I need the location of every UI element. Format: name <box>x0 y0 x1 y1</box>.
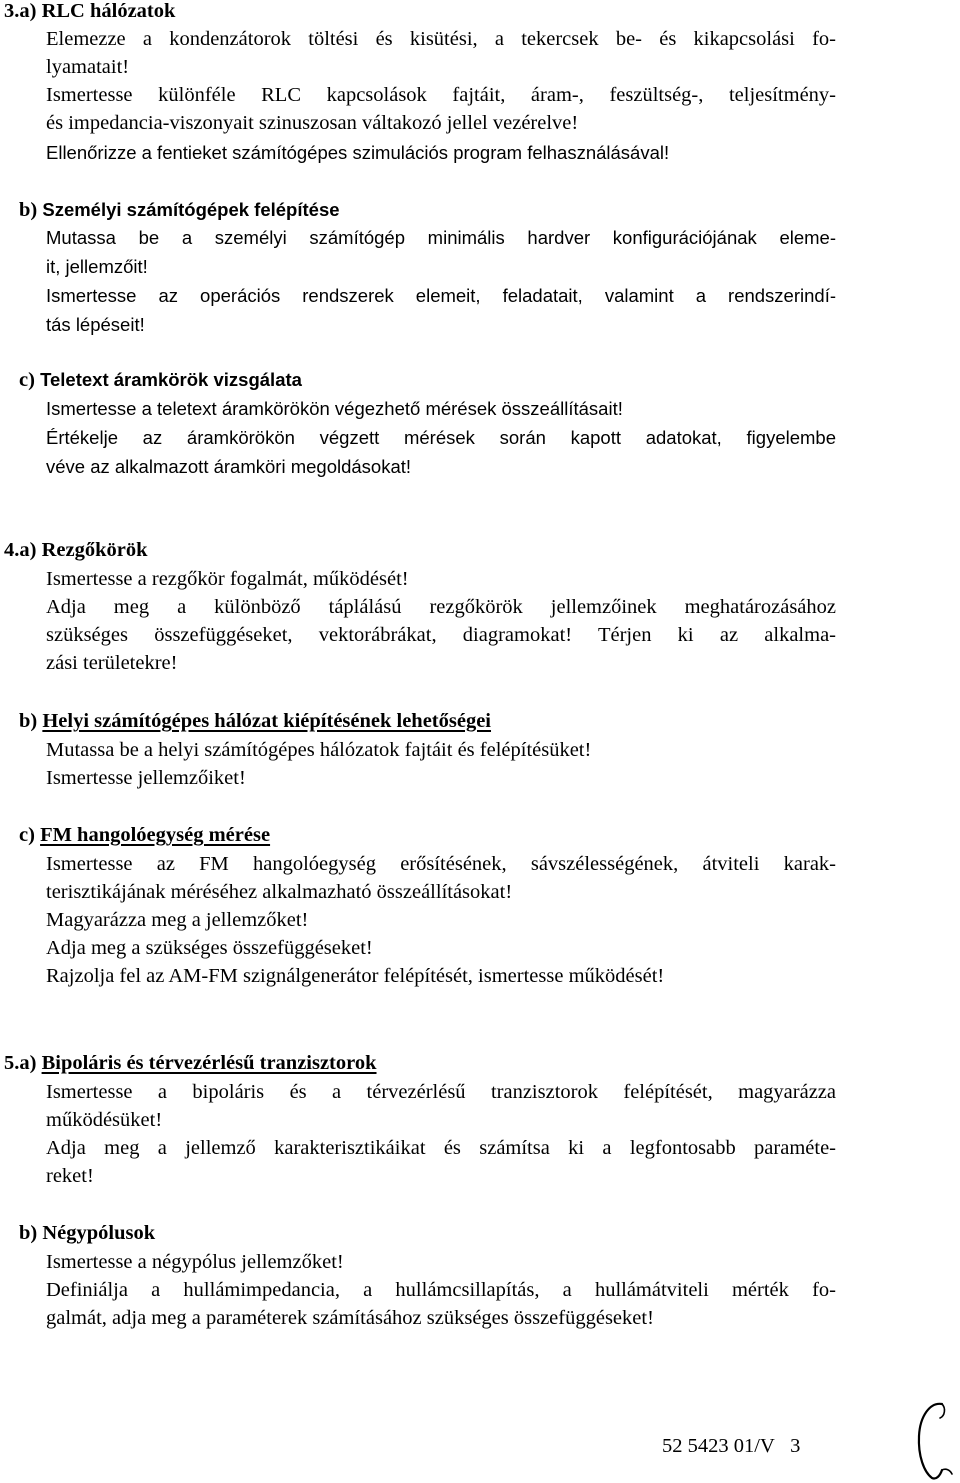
section-3c-line-1: Ismertesse a teletext áramkörökön végezhető mérések összeállításait! <box>46 398 623 419</box>
section-4a-line-2: Adja meg a különböző táplálású rezgőkörök jellemzőinek meghatározásához <box>46 596 836 618</box>
section-3b-line-4: tás lépéseit! <box>46 314 145 335</box>
section-4b-line-2: Ismertesse jellemzőiket! <box>46 767 246 789</box>
section-title: Rezgőkörök <box>41 539 148 561</box>
section-5b-heading <box>19 1220 155 1247</box>
section-number: 5.a) <box>4 1052 37 1074</box>
section-3a-line-3: Ismertesse különféle RLC kapcsolások fajtáit, áram-, feszültség-, teljesítmény- <box>46 84 836 106</box>
section-3a-heading <box>4 0 175 25</box>
section-3c-heading <box>19 366 302 394</box>
section-number: c) <box>19 369 35 391</box>
section-number: b) <box>19 199 38 221</box>
section-4c-line-4: Adja meg a szükséges összefüggéseket! <box>46 937 373 959</box>
section-title: Teletext áramkörök vizsgálata <box>40 369 302 390</box>
section-3a-line-1: Elemezze a kondenzátorok töltési és kisütési, a tekercsek be- és kikapcsolási fo- <box>46 28 836 50</box>
section-5a-heading <box>4 1050 377 1077</box>
section-3b-line-3: Ismertesse az operációs rendszerek elemeit, feladatait, valamint a rendszerindí- <box>46 285 836 306</box>
section-5a-line-3: Adja meg a jellemző karakterisztikáikat és számítsa ki a legfontosabb paraméte- <box>46 1137 836 1159</box>
section-4c-line-3: Magyarázza meg a jellemzőket! <box>46 909 309 931</box>
section-3c-line-2: Értékelje az áramkörökön végzett mérések során kapott adatokat, figyelembe <box>46 427 836 448</box>
section-4a-heading <box>4 537 147 564</box>
section-4c-line-2: terisztikájának méréséhez alkalmazható összeállításokat! <box>46 881 513 903</box>
document-code: 52 5423 01/V <box>662 1435 775 1457</box>
section-3c-line-3: véve az alkalmazott áramköri megoldásokat! <box>46 456 412 477</box>
section-4c-heading <box>19 822 270 849</box>
section-4a-line-4: zási területekre! <box>46 652 178 674</box>
section-3b-line-2: it, jellemzőit! <box>46 256 148 277</box>
section-number: b) <box>19 1222 38 1244</box>
section-title: FM hangolóegység mérése <box>40 824 271 846</box>
signature-mark <box>912 1398 956 1482</box>
page-footer <box>662 1432 800 1460</box>
section-title: Bipoláris és térvezérlésű tranzisztorok <box>41 1052 377 1074</box>
page-number: 3 <box>790 1435 801 1457</box>
section-4b-line-1: Mutassa be a helyi számítógépes hálózatok fajtáit és felépítésüket! <box>46 739 592 761</box>
section-title: Négypólusok <box>42 1222 156 1244</box>
section-5a-line-2: működésüket! <box>46 1109 163 1131</box>
section-number: b) <box>19 710 38 732</box>
section-3a-line-5: Ellenőrizze a fentieket számítógépes szimulációs program felhasználásával! <box>46 142 670 163</box>
section-5a-line-4: reket! <box>46 1165 94 1187</box>
section-number: 3.a) <box>4 0 37 22</box>
section-3b-heading <box>19 196 340 224</box>
section-5b-line-1: Ismertesse a négypólus jellemzőket! <box>46 1251 344 1273</box>
section-title: Személyi számítógépek felépítése <box>42 199 340 220</box>
section-4a-line-3: szükséges összefüggéseket, vektorábrákat, diagramokat! Térjen ki az alkalma- <box>46 624 836 646</box>
section-title: RLC hálózatok <box>41 0 176 22</box>
section-5a-line-1: Ismertesse a bipoláris és a térvezérlésű tranzisztorok felépítését, magyarázza <box>46 1081 836 1103</box>
section-4c-line-5: Rajzolja fel az AM-FM szignálgenerátor felépítését, ismertesse működését! <box>46 965 665 987</box>
section-4b-heading <box>19 708 491 735</box>
section-3b-line-1: Mutassa be a személyi számítógép minimális hardver konfigurációjának eleme- <box>46 227 836 248</box>
section-3a-line-4: és impedancia-viszonyait szinuszosan váltakozó jellel vezérelve! <box>46 112 579 134</box>
section-number: c) <box>19 824 35 846</box>
section-4c-line-1: Ismertesse az FM hangolóegység erősítésének, sávszélességének, átviteli karak- <box>46 853 836 875</box>
section-5b-line-3: galmát, adja meg a paraméterek számításához szükséges összefüggéseket! <box>46 1307 654 1329</box>
section-3a-line-2: lyamatait! <box>46 56 130 78</box>
section-title: Helyi számítógépes hálózat kiépítésének lehetőségei <box>42 710 492 732</box>
section-number: 4.a) <box>4 539 37 561</box>
section-5b-line-2: Definiálja a hullámimpedancia, a hullámcsillapítás, a hullámátviteli mérték fo- <box>46 1279 836 1301</box>
section-4a-line-1: Ismertesse a rezgőkör fogalmát, működését! <box>46 568 409 590</box>
